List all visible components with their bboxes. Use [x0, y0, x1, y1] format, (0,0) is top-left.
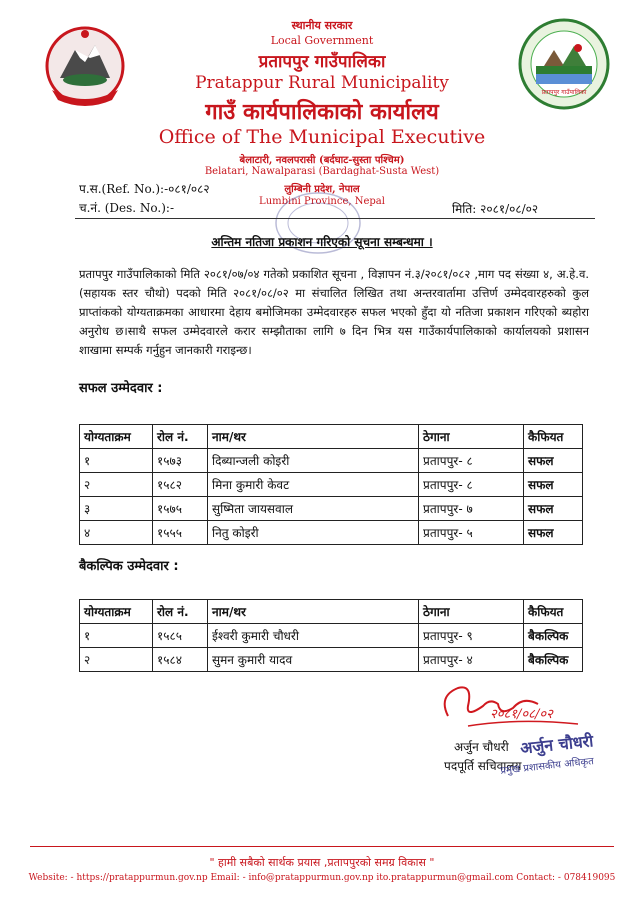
ref-label: प.स.(Ref. No.):-: [79, 182, 169, 196]
table-row: [80, 624, 583, 648]
table-header-row: [80, 425, 583, 449]
cell-roll: १५८४: [153, 648, 208, 672]
footer-contact: Website: - https://pratappurmun.gov.np Email: - info@pratappurmun.gov.np ito.pratappurmun@gmail.com Contact: - 078419095: [28, 873, 616, 883]
cell-remark: बैकल्पिक: [524, 624, 583, 648]
cell-address: प्रतापपुर- ७: [419, 497, 524, 521]
province-en: Lumbini Province, Nepal: [259, 196, 385, 207]
table-row: [80, 648, 583, 672]
notice-body: प्रतापपुर गाउँपालिकाको मिति २०८१/०७/०४ गतेको प्रकाशित सूचना , विज्ञापन नं.३/२०८१/०८२ ,माग पद संख्या ४, अ.हे.व.(सहायक स्तर चौथो) पदको मिति २०८१/०८/०२ मा संचालित लिखित तथा अन्तरवार्तामा उत्तिर्ण उम्मेदवारहरुको कुल प्राप्तांकको योग्यताक्रमका आधारमा देहाय बमोजिमका उम्मेदवारहरु सफल भएको हुँदा यो नतिजा प्रकाशन गरिएको ब्यहोरा अनुरोध छ।साथै सफल उम्मेदवारले करार सम्झौताका लागि ७ दिन भित्र यस गाउँकार्यपालिकाको कार्यालयको प्रशासन शाखामा सम्पर्क गर्नुहुन जानकारी गराइन्छ।: [79, 267, 589, 357]
cell-remark: सफल: [524, 473, 583, 497]
gov-en: Local Government: [270, 34, 374, 47]
footer-slogan: " हामी सबैको सार्थक प्रयास ,प्रतापपुरको समग्र विकास ": [209, 856, 435, 869]
col-name: नाम/थर: [208, 425, 419, 449]
cell-roll: १५८५: [153, 624, 208, 648]
address-np: बेलाटारी, नवलपरासी (बर्दघाट-सुस्ता पश्चिम): [239, 155, 405, 166]
cell-roll: १५८२: [153, 473, 208, 497]
cell-address: प्रतापपुर- ८: [419, 473, 524, 497]
cell-address: प्रतापपुर- ८: [419, 449, 524, 473]
alternate-heading: बैकल्पिक उम्मेदवार :: [79, 559, 179, 574]
logo-caption: प्रतापपुर गाउँपालिका: [541, 89, 587, 96]
cell-remark: बैकल्पिक: [524, 648, 583, 672]
cell-remark: सफल: [524, 521, 583, 545]
col-roll: रोल नं.: [153, 600, 208, 624]
date-label: मिति:: [452, 202, 477, 216]
cell-rank: २: [80, 473, 153, 497]
ref-line: [79, 180, 210, 197]
cell-name: सुष्मिता जायसवाल: [208, 497, 419, 521]
table-row: [80, 449, 583, 473]
cell-rank: ३: [80, 497, 153, 521]
cell-name: नितु कोइरी: [208, 521, 419, 545]
address-en: Belatari, Nawalparasi (Bardaghat-Susta West): [204, 166, 440, 177]
cell-name: मिना कुमारी केवट: [208, 473, 419, 497]
province-np: लुम्बिनी प्रदेश, नेपाल: [284, 184, 360, 195]
date-line: [452, 200, 538, 217]
col-rank: योग्यताक्रम: [80, 425, 153, 449]
col-address: ठेगाना: [419, 425, 524, 449]
handwritten-date: २०८१/०८/०२: [490, 707, 553, 722]
des-label: च.नं. (Des. No.):-: [79, 201, 175, 215]
signatory-title: पदपूर्ति सचिवालय: [444, 759, 522, 773]
gov-np: स्थानीय सरकार: [291, 19, 353, 32]
footer-divider: [30, 846, 614, 847]
successful-table: [79, 424, 583, 545]
cell-rank: २: [80, 648, 153, 672]
successful-heading: सफल उम्मेदवार :: [79, 381, 163, 396]
stamp-title: प्रमुख प्रशासकीय अधिकृत: [499, 756, 595, 777]
ref-value: ०८१/०८२: [168, 182, 210, 196]
col-rank: योग्यताक्रम: [80, 600, 153, 624]
signatory-name: अर्जुन चौधरी: [454, 740, 509, 754]
col-address: ठेगाना: [419, 600, 524, 624]
cell-rank: १: [80, 624, 153, 648]
alternate-table: [79, 599, 583, 672]
cell-rank: १: [80, 449, 153, 473]
cell-name: सुमन कुमारी यादव: [208, 648, 419, 672]
subject-line: अन्तिम नतिजा प्रकाशन गरिएको सूचना सम्बन्धमा ।: [211, 235, 433, 249]
cell-remark: सफल: [524, 497, 583, 521]
cell-roll: १५७५: [153, 497, 208, 521]
office-en: Office of The Municipal Executive: [158, 126, 486, 148]
cell-rank: ४: [80, 521, 153, 545]
cell-address: प्रतापपुर- ९: [419, 624, 524, 648]
table-row: [80, 473, 583, 497]
table-row: [80, 521, 583, 545]
municipality-np: प्रतापपुर गाउँपालिका: [258, 52, 386, 72]
col-roll: रोल नं.: [153, 425, 208, 449]
cell-name: दिब्यान्जली कोइरी: [208, 449, 419, 473]
col-remark: कैफियत: [524, 425, 583, 449]
header-divider: [75, 218, 595, 219]
cell-address: प्रतापपुर- ५: [419, 521, 524, 545]
stamp-name: अर्जुन चौधरी: [519, 731, 595, 758]
cell-roll: १५५५: [153, 521, 208, 545]
date-value: २०८१/०८/०२: [480, 202, 539, 216]
cell-remark: सफल: [524, 449, 583, 473]
col-name: नाम/थर: [208, 600, 419, 624]
municipality-en: Pratappur Rural Municipality: [195, 73, 449, 93]
office-np: गाउँ कार्यपालिकाको कार्यालय: [205, 99, 439, 125]
col-remark: कैफियत: [524, 600, 583, 624]
cell-name: ईश्वरी कुमारी चौधरी: [208, 624, 419, 648]
cell-roll: १५७३: [153, 449, 208, 473]
cell-address: प्रतापपुर- ४: [419, 648, 524, 672]
table-header-row: [80, 600, 583, 624]
table-row: [80, 497, 583, 521]
